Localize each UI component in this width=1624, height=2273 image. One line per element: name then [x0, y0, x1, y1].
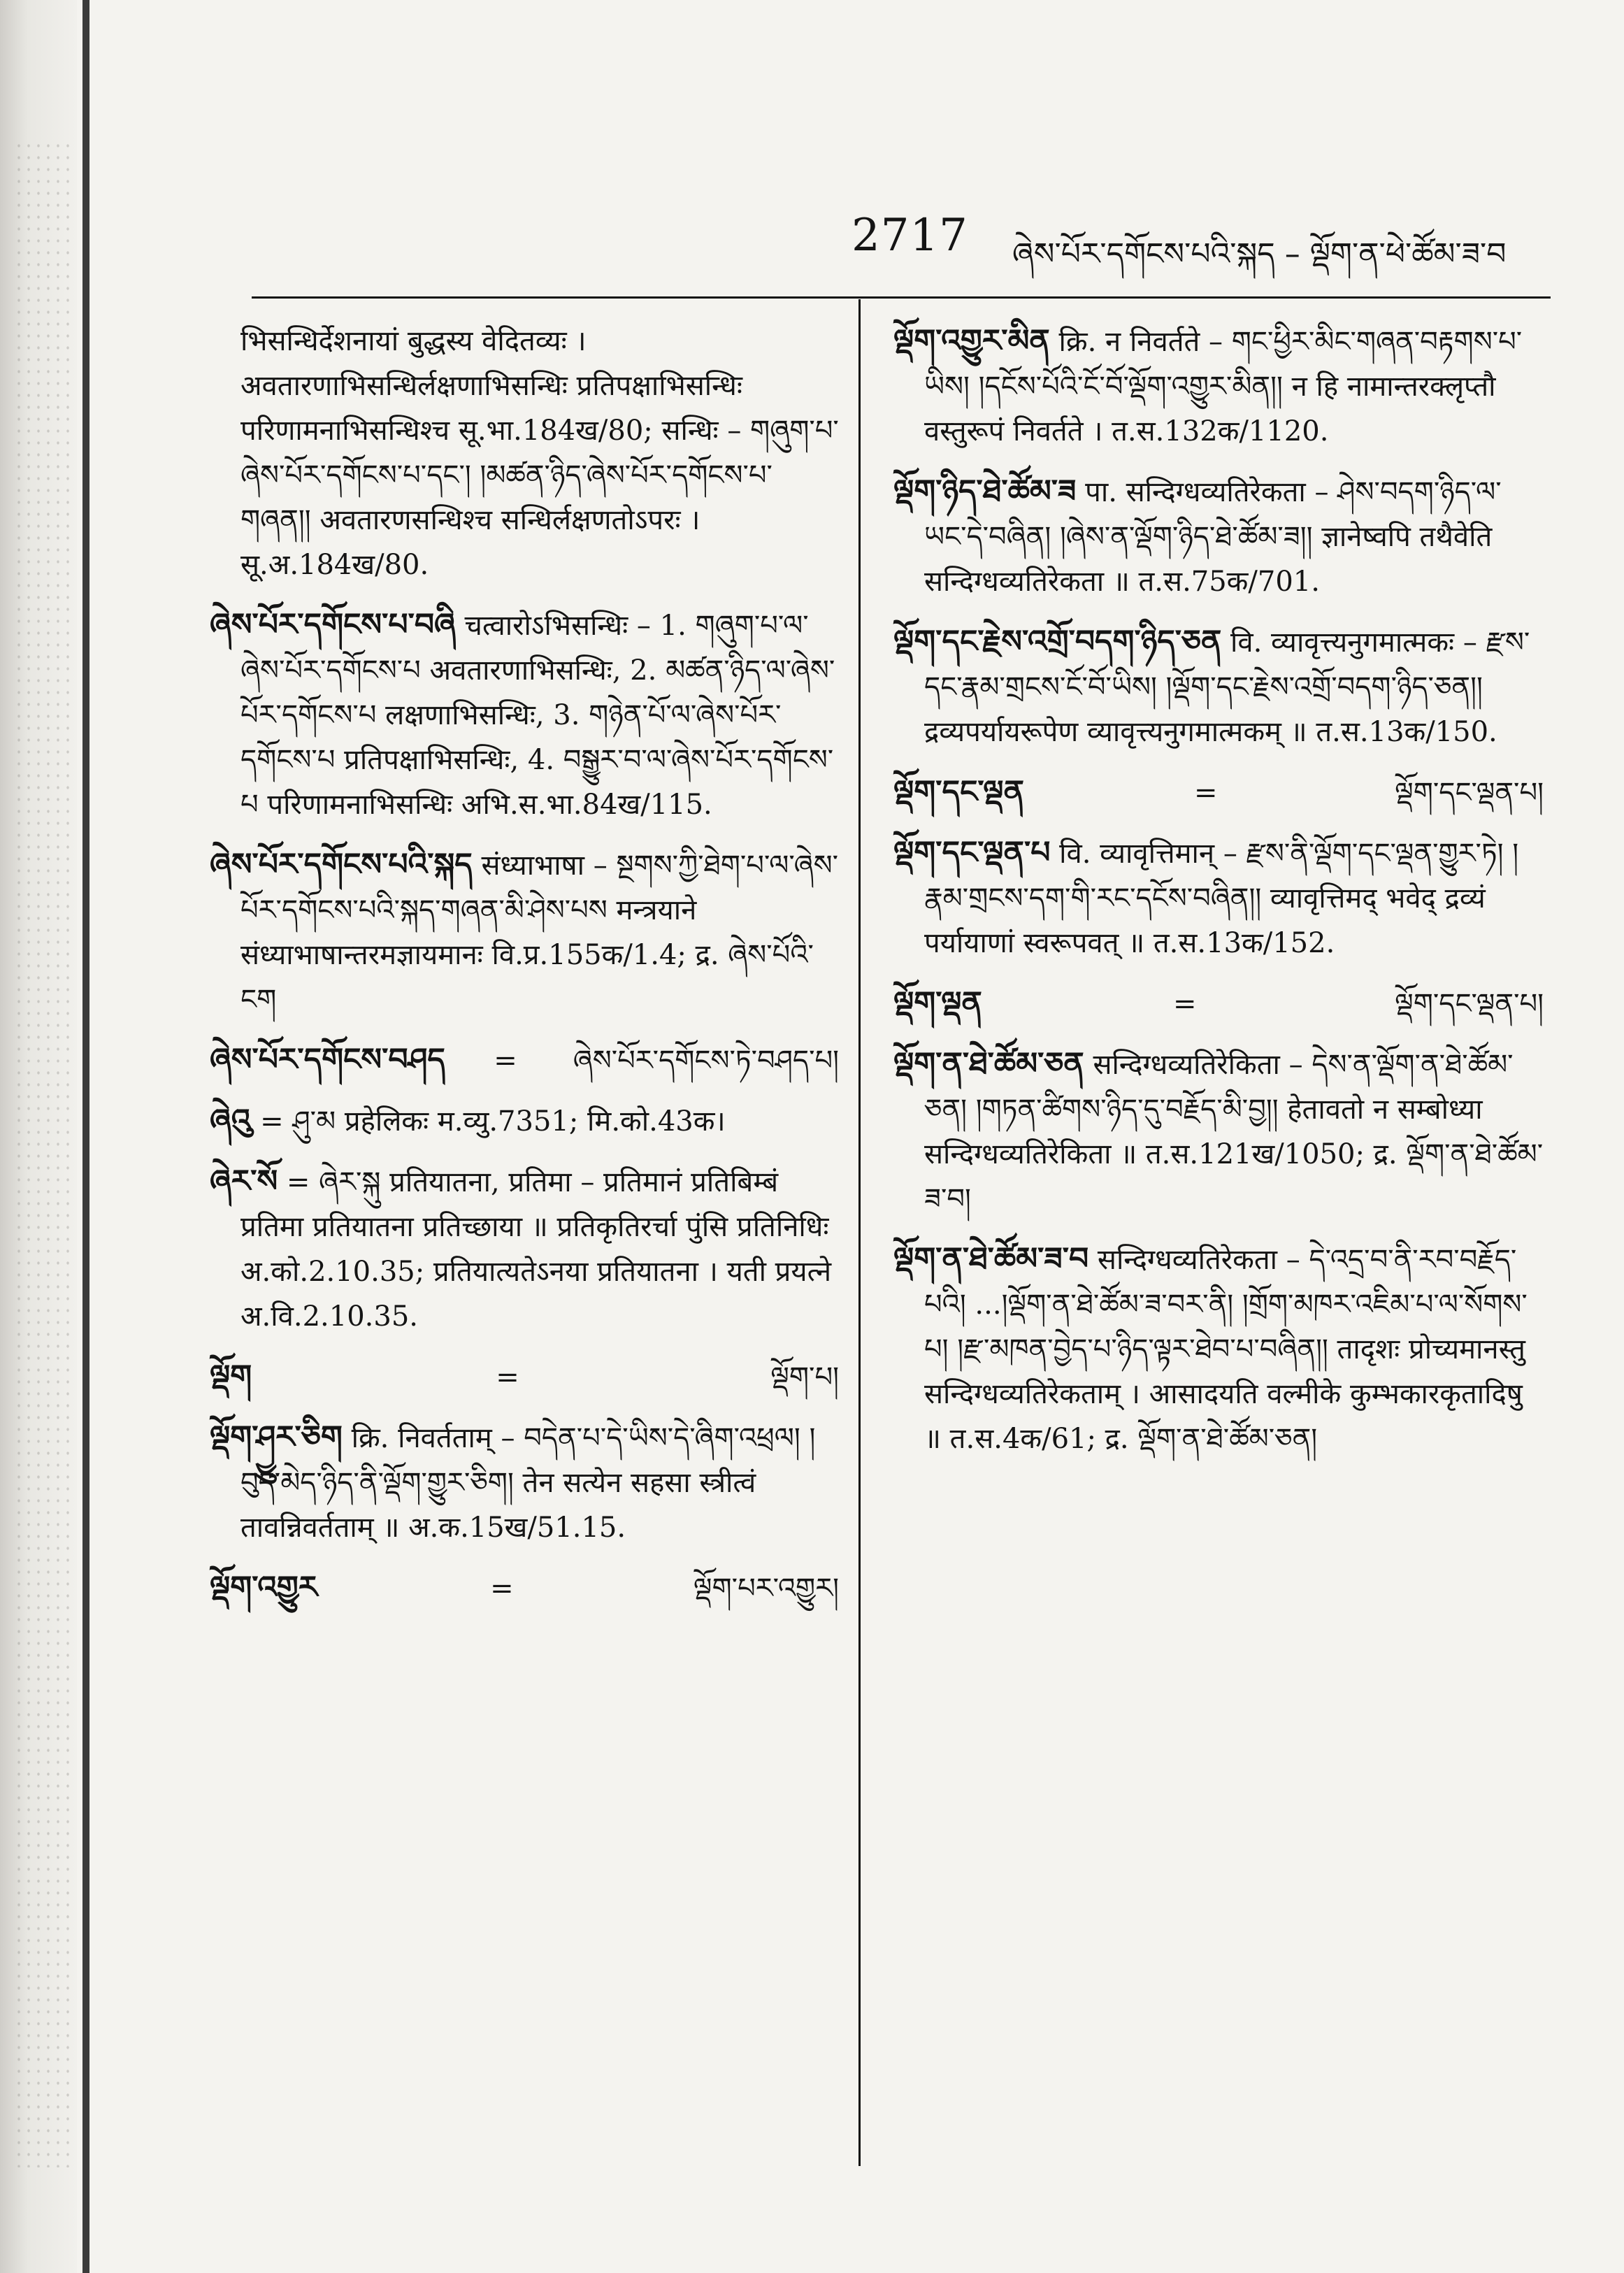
- cross-reference-entry: [210, 1565, 839, 1611]
- dictionary-entry: [893, 469, 1544, 604]
- headword: ལྡོག་ལྡན: [893, 985, 982, 1021]
- headword: ལྡོག་འགྱུར: [210, 1570, 318, 1605]
- cross-reference-entry: [210, 1354, 839, 1400]
- equals-sign: =: [496, 1361, 519, 1393]
- entry-text: क्रि. निवर्तताम् – བདེན་པ་དེ་ཡིས་དེ་ཞིག་འཕྲལ། །བུད་མེད་ཉིད་ནི་ལྡོག་གྱུར་ཅིག། तेन सत्येन सहसा स्त्रीत्वं तावन्निवर्तताम् ॥ अ.क.15ख/51.15.: [240, 1422, 816, 1544]
- headword: ལྡོག: [210, 1358, 252, 1394]
- headword: ལྡོག་དང་ལྡན: [893, 774, 1024, 810]
- running-head: ཞེས་པོར་དགོངས་པའི་སྐད – ལྡོག་ན་ཕེ་ཚོམ་ཟ་བ: [1012, 236, 1507, 272]
- entry-text: संध्याभाषा – སྔགས་ཀྱི་ཐེག་པ་ལ་ཞེས་པོར་དགོངས་པའི་སྐད་གཞན་མི་ཤེས་པས मन्त्रयाने संध्याभाषान्तरमज्ञायमानः वि.प्र.155क/1.4; द्र. ཞེས་པོའི་ངག: [240, 849, 838, 1016]
- dictionary-entry: [210, 603, 839, 827]
- equals-sign: =: [1194, 777, 1218, 809]
- entry-text: पा. सन्दिग्धव्यतिरेकता – ཤེས་བདག་ཉིད་ལ་ཡང་དེ་བཞིན། །ཞེས་ན་ལྡོག་ཉིད་ཐེ་ཚོམ་ཟ།། ज्ञानेष्वपि तथैवेति सन्दिग्धव्यतिरेकता ॥ त.स.75क/701.: [924, 476, 1502, 598]
- headword: ཞེའུ: [210, 1103, 252, 1138]
- dictionary-entry: [893, 619, 1544, 754]
- headword: ཞེས་པོར་དགོངས་བཤད: [210, 1042, 445, 1077]
- entry-continuation: [210, 319, 839, 587]
- dictionary-entry: [893, 319, 1544, 454]
- equals-sign: =: [494, 1045, 517, 1077]
- entry-text: सन्दिग्धव्यतिरेकता – དེ་འདྲ་བ་ནི་རབ་བརྗོད་པའི། ...།ལྡོག་ན་ཐེ་ཚོམ་ཟ་བར་ནི། །གྲོག་མཁར་འཇིམ་པ་ལ་སོགས་པ། །རྫ་མཁན་བྱེད་པ་ཉིད་ལྟར་ཐེབ་པ་བཞིན།། तादृशः प्रोच्यमानस्तु सन्दिग्धव्यतिरेकताम् । आसादयति वल्मीके कुम्भकारकृतादिषु ॥ त.स.4क/61; द्र. ལྡོག་ན་ཐེ་ཚོམ་ཅན།: [924, 1244, 1528, 1455]
- entry-text: सन्दिग्धव्यतिरेकिता – དེས་ན་ལྡོག་ན་ཐེ་ཚོམ་ཅན། །གཏན་ཚིགས་ཉིད་དུ་བརྗོད་མི་བྱ།། हेतावतो न सम्बोध्या सन्दिग्धव्यतिरेकिता ॥ त.स.121ख/1050; द्र. ལྡོག་ན་ཐེ་ཚོམ་ཟ་བ།: [924, 1049, 1544, 1215]
- headword: ལྡོག་ཤྱུར་ཅིག: [210, 1419, 343, 1455]
- headword: ཞེས་པོར་དགོངས་པའི་སྐད: [210, 847, 473, 882]
- entry-text: वि. व्यावृत्त्यनुगमात्मकः – རྫས་དང་རྣམ་གྲངས་ངོ་བོ་ཡིས། །ལྡོག་དང་རྗེས་འགྲོ་བདག་ཉིད་ཅན།། द्रव्यपर्यायरूपेण व्यावृत्त्यनुगमात्मकम् ॥ त.स.13क/150.: [924, 626, 1530, 748]
- cross-reference-entry: [893, 981, 1544, 1026]
- dictionary-entry: [893, 1042, 1544, 1221]
- headword: ལྡོག་ན་ཐེ་ཚོམ་ཟ་བ: [893, 1241, 1089, 1277]
- entry-text: भिसन्धिर्देशनायां बुद्धस्य वेदितव्यः । अवतारणाभिसन्धिर्लक्षणाभिसन्धिः प्रतिपक्षाभिसन्धिः परिणामनाभिसन्धिश्च सू.भा.184ख/80; सन्धिः – གཞུག་པ་ཞེས་པོར་དགོངས་པ་དང་། །མཚན་ཉིད་ཞེས་པོར་དགོངས་པ་གཞན།། अवतारणसन्धिश्च सन्धिर्लक्षणतोऽपरः । सू.अ.184ख/80.: [240, 325, 839, 581]
- header-rule: [252, 296, 1551, 299]
- cross-reference-entry: [893, 770, 1544, 815]
- equals-sign: =: [490, 1572, 514, 1605]
- cross-reference-entry: [210, 1038, 839, 1083]
- cross-reference-target: ལྡོག་དང་ལྡན་པ།: [1395, 777, 1544, 809]
- cross-reference-target: ལྡོག་པར་འགྱུར།: [693, 1572, 839, 1605]
- headword: ཞེར་སོ: [210, 1163, 278, 1199]
- entry-text: वि. व्यावृत्तिमान् – རྫས་ནི་ལྡོག་དང་ལྡན་གྱུར་ཏེ། །རྣམ་གྲངས་དག་གི་རང་དངོས་བཞིན།། व्यावृत्तिमद् भवेद् द्रव्यं पर्यायाणां स्वरूपवत् ॥ त.स.13क/152.: [924, 838, 1519, 959]
- cross-reference-target: ཞེས་པོར་དགོངས་ཏེ་བཤད་པ།: [573, 1045, 839, 1077]
- entry-text: चत्वारोऽभिसन्धिः – 1. གཞུག་པ་ལ་ཞེས་པོར་དགོངས་པ अवतारणाभिसन्धिः, 2. མཚན་ཉིད་ལ་ཞེས་པོར་དགོངས་པ लक्षणाभिसन्धिः, 3. གཉེན་པོ་ལ་ཞེས་པོར་དགོངས་པ प्रतिपक्षाभिसन्धिः, 4. བསྒྱུར་བ་ལ་ཞེས་པོར་དགོངས་པ परिणामनाभिसन्धिः अभि.स.भा.84ख/115.: [240, 610, 835, 821]
- cross-reference-target: ལྡོག་པ།: [770, 1361, 839, 1393]
- right-column: [893, 319, 1544, 1477]
- page-header: [851, 203, 1558, 273]
- entry-text: = ཞེར་སྐུ प्रतियातना, प्रतिमा – प्रतिमानं प्रतिबिम्बं प्रतिमा प्रतियातना प्रतिच्छाया ॥ प्रतिकृतिरर्चा पुंसि प्रतिनिधिः अ.को.2.10.35; प्रतियात्यतेऽनया प्रतियातना । यती प्रयत्ने अ.वि.2.10.35.: [240, 1166, 832, 1333]
- entry-text: क्रि. न निवर्तते – གང་ཕྱིར་མིང་གཞན་བརྟགས་པ་ཡིས། །དངོས་པོའི་ངོ་བོ་ལྡོག་འགྱུར་མིན།། न हि नामान्तरक्लृप्तौ वस्तुरूपं निवर्तते । त.स.132क/1120.: [924, 326, 1523, 447]
- dictionary-entry: [210, 1098, 839, 1144]
- dictionary-entry: [210, 1159, 839, 1339]
- page-number: 2717: [851, 210, 968, 261]
- dictionary-entry: [210, 842, 839, 1022]
- binding-spine: [82, 0, 89, 2273]
- scan-noise: [14, 140, 70, 2167]
- headword: ལྡོག་དང་རྗེས་འགྲོ་བདག་ཉིད་ཅན: [893, 624, 1222, 659]
- dictionary-entry: [893, 1237, 1544, 1461]
- dictionary-entry: [893, 831, 1544, 966]
- cross-reference-target: ལྡོག་དང་ལྡན་པ།: [1395, 988, 1544, 1020]
- headword: ལྡོག་ན་ཐེ་ཚོམ་ཅན: [893, 1046, 1084, 1082]
- headword: ལྡོག་འགྱུར་མིན: [893, 323, 1050, 359]
- left-column: [210, 319, 839, 1626]
- entry-text: = ཤུ་མ प्रहेलिकः म.व्यु.7351; मि.को.43क।: [260, 1105, 726, 1138]
- headword: ལྡོག་ཉིད་ཐེ་ཚོམ་ཟ: [893, 473, 1077, 509]
- equals-sign: =: [1172, 988, 1197, 1020]
- headword: ཞེས་པོར་དགོངས་པ་བཞི: [210, 607, 456, 643]
- headword: ལྡོག་དང་ལྡན་པ: [893, 835, 1051, 870]
- dictionary-entry: [210, 1415, 839, 1550]
- column-divider: [858, 299, 861, 2166]
